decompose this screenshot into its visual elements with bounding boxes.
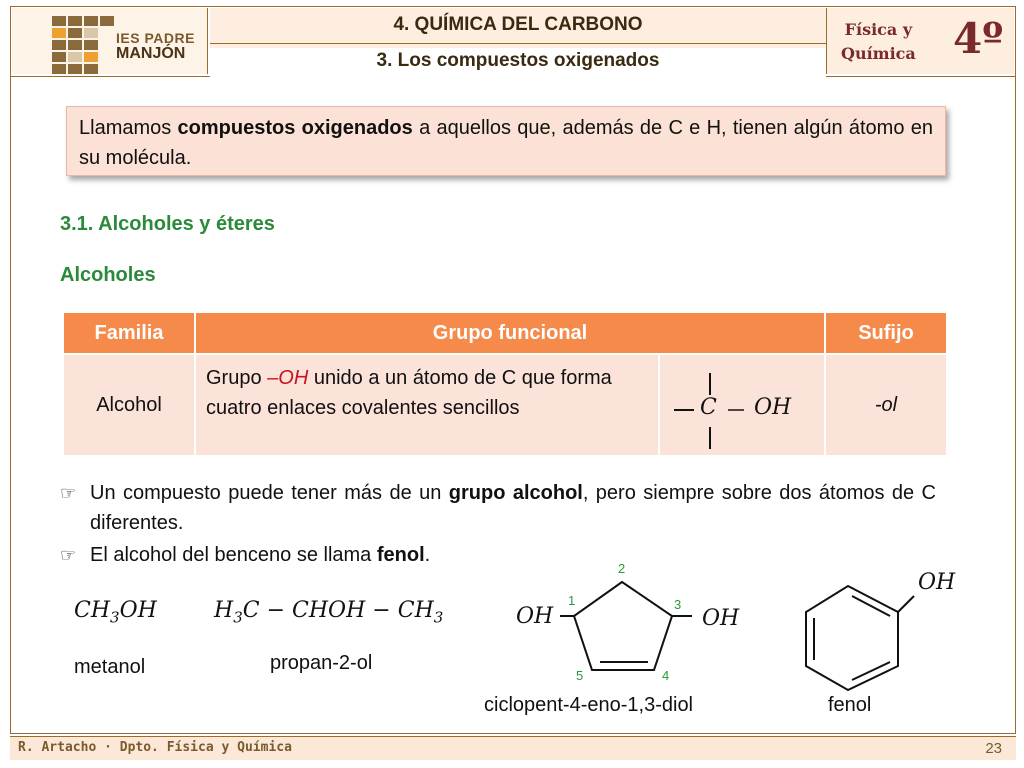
bullet-item-1 <box>60 478 940 540</box>
pointing-hand-icon: ☞ <box>60 545 77 565</box>
propanol-formula-text: $H_3C$ − CHOH − $CH_3$ <box>214 598 444 627</box>
definition-part2: a aquellos que, además de C e H, tienen algún átomo en su molécula. <box>79 117 933 169</box>
footer-author: R. Artacho · Dpto. Física y Química <box>18 740 292 755</box>
bullet1-bold: grupo alcohol <box>448 482 583 504</box>
fenol-name: fenol <box>828 694 872 716</box>
cell-grupo-funcional <box>196 355 658 455</box>
bullet2-post: . <box>424 544 431 566</box>
fenol-oh: OH <box>918 570 956 595</box>
ciclo-oh-right: OH <box>702 606 740 631</box>
definition-box <box>66 106 946 176</box>
grupo-oh: –OH <box>267 367 309 389</box>
subject-line1: Física y <box>844 20 913 39</box>
logo-line2: MANJÓN <box>116 45 186 62</box>
bond-lines-icon <box>660 355 824 455</box>
school-logo <box>12 8 208 74</box>
bullet1-pre: Un compuesto puede tener más de un <box>90 482 449 504</box>
grupo-pre: Grupo <box>206 367 268 389</box>
ciclo-name: ciclopent-4-eno-1,3-diol <box>484 694 694 716</box>
alcohol-structure <box>660 355 824 455</box>
bullet1-post: , pero siempre sobre dos átomos de C diferentes. <box>90 482 936 534</box>
unit-title: 4. QUÍMICA DEL CARBONO <box>210 8 826 44</box>
bullet2-pre: El alcohol del benceno se llama <box>90 544 377 566</box>
bullet2-bold: fenol <box>376 544 425 566</box>
ring-number-1: 1 <box>568 593 576 608</box>
bullet-item-2 <box>60 540 660 570</box>
grupo-post: unido a un átomo de C que forma cuatro enlaces covalentes sencillos <box>206 367 612 419</box>
definition-part1: Llamamos <box>79 117 178 139</box>
propanol-name: propan-2-ol <box>270 652 373 674</box>
formula-hydroxyl: OH <box>754 395 792 420</box>
ring-number-4: 4 <box>662 668 670 683</box>
ciclo-oh-left: OH <box>516 604 554 629</box>
table-header-grupo: Grupo funcional <box>196 313 824 353</box>
propanol-formula <box>214 598 443 626</box>
ring-number-2: 2 <box>618 561 626 576</box>
benzene-ring-icon <box>796 580 926 694</box>
ring-number-5: 5 <box>576 668 584 683</box>
functional-group-table <box>64 313 946 455</box>
pointing-hand-icon: ☞ <box>60 483 77 503</box>
subject-box <box>826 8 1014 74</box>
footer <box>10 736 1016 760</box>
ring-number-3: 3 <box>674 597 682 612</box>
subsection-heading: Alcoholes <box>60 264 156 286</box>
definition-bold: compuestos oxigenados <box>177 117 413 139</box>
metanol-formula <box>74 598 157 626</box>
table-header-familia: Familia <box>64 313 194 353</box>
formula-carbon: C <box>700 395 717 420</box>
metanol-formula-text: $CH_3OH$ <box>74 598 157 627</box>
page-number: 23 <box>985 740 1002 757</box>
subject-line2: Química <box>841 44 916 63</box>
metanol-name: metanol <box>74 656 146 678</box>
topic-title: 3. Los compuestos oxigenados <box>210 48 826 78</box>
course-label: 4º <box>953 14 1004 63</box>
section-heading: 3.1. Alcoholes y éteres <box>60 213 275 235</box>
logo-line1: IES PADRE <box>116 30 195 46</box>
cell-familia: Alcohol <box>64 355 194 455</box>
cyclopentene-ring-icon <box>560 572 700 682</box>
cell-sufijo: -ol <box>826 355 946 455</box>
table-header-sufijo: Sufijo <box>826 313 946 353</box>
title-box <box>210 8 826 74</box>
